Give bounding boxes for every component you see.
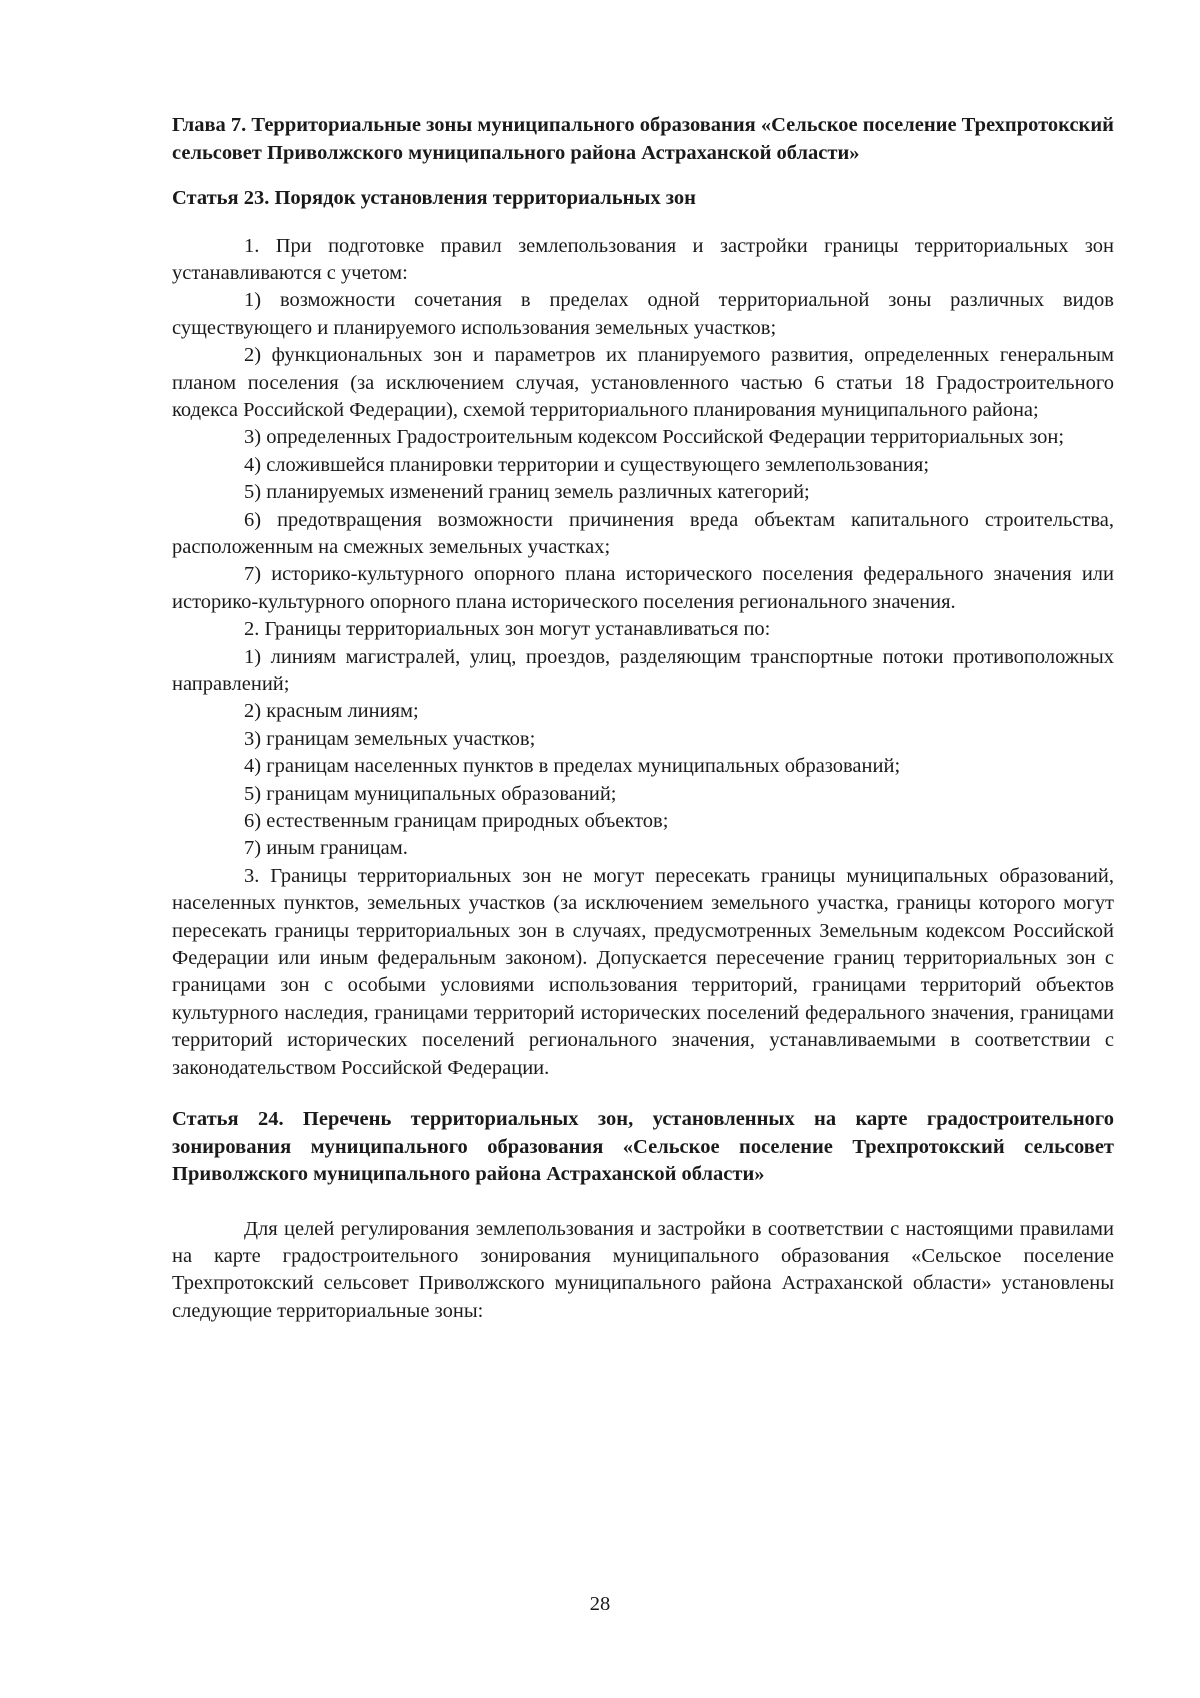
paragraph: 1) возможности сочетания в пределах одной территориальной зоны различных видов существующего и планируемого использования земельных участков;	[172, 289, 1114, 339]
page-number: 28	[589, 1593, 611, 1615]
paragraph: 2) красным линиям;	[244, 700, 419, 723]
paragraph: 2) функциональных зон и параметров их планируемого развития, определенных генеральным планом поселения (за исключением случая, установленного частью 6 статьи 18 Градостроительного кодекса Российской Федерации), схемой территориального планирования муниципального района;	[172, 344, 1114, 421]
paragraph: 2. Границы территориальных зон могут устанавливаться по:	[244, 618, 771, 641]
paragraph: 1) линиям магистралей, улиц, проездов, разделяющим транспортные потоки противоположных направлений;	[172, 645, 1114, 695]
chapter-heading: Глава 7. Территориальные зоны муниципального образования «Сельское поселение Трехпротокский сельсовет Приволжского муниципального района Астраханской области»	[172, 114, 1114, 164]
paragraph: 4) сложившейся планировки территории и существующего землепользования;	[244, 453, 930, 476]
article-23-heading: Статья 23. Порядок установления территориальных зон	[172, 187, 696, 209]
paragraph: 6) естественным границам природных объектов;	[244, 810, 669, 833]
article-23-body	[172, 233, 1114, 1083]
paragraph: 1. При подготовке правил землепользования и застройки границы территориальных зон устанавливаются с учетом:	[172, 234, 1114, 284]
paragraph: Для целей регулирования землепользования и застройки в соответствии с настоящими правилами на карте градостроительного зонирования муниципального образования «Сельское поселение Трехпротокский сельсовет Приволжского муниципального района Астраханской области» установлены следующие территориальные зоны:	[172, 1217, 1114, 1322]
paragraph: 3) границам земельных участков;	[244, 727, 536, 750]
paragraph: 7) иным границам.	[244, 837, 408, 860]
paragraph: 3. Границы территориальных зон не могут пересекать границы муниципальных образований, населенных пунктов, земельных участков (за исключением земельного участка, границы которого могут пересекать границы территориальных зон в случаях, предусмотренных Земельным кодексом Российской Федерации или иным федеральным законом). Допускается пересечение границ территориальных зон с границами зон с особыми условиями использования территорий, границами территорий объектов культурного наследия, границами территорий исторических поселений федерального значения, границами территорий исторических поселений регионального значения, устанавливаемыми в соответствии с законодательством Российской Федерации.	[172, 864, 1114, 1079]
paragraph: 4) границам населенных пунктов в пределах муниципальных образований;	[244, 755, 901, 778]
article-24-body	[172, 1216, 1114, 1326]
paragraph: 7) историко-культурного опорного плана исторического поселения федерального значения или историко-культурного опорного плана исторического поселения регионального значения.	[172, 563, 1114, 613]
paragraph: 6) предотвращения возможности причинения вреда объектам капитального строительства, расположенным на смежных земельных участках;	[172, 508, 1114, 558]
document-page	[172, 112, 1114, 1325]
paragraph: 5) планируемых изменений границ земель различных категорий;	[244, 481, 810, 504]
paragraph: 5) границам муниципальных образований;	[244, 782, 617, 805]
article-24-heading: Статья 24. Перечень территориальных зон, установленных на карте градостроительного зонирования муниципального образования «Сельское поселение Трехпротокский сельсовет Приволжского муниципального района Астраханской области»	[172, 1108, 1114, 1186]
paragraph: 3) определенных Градостроительным кодексом Российской Федерации территориальных зон;	[244, 426, 1065, 449]
